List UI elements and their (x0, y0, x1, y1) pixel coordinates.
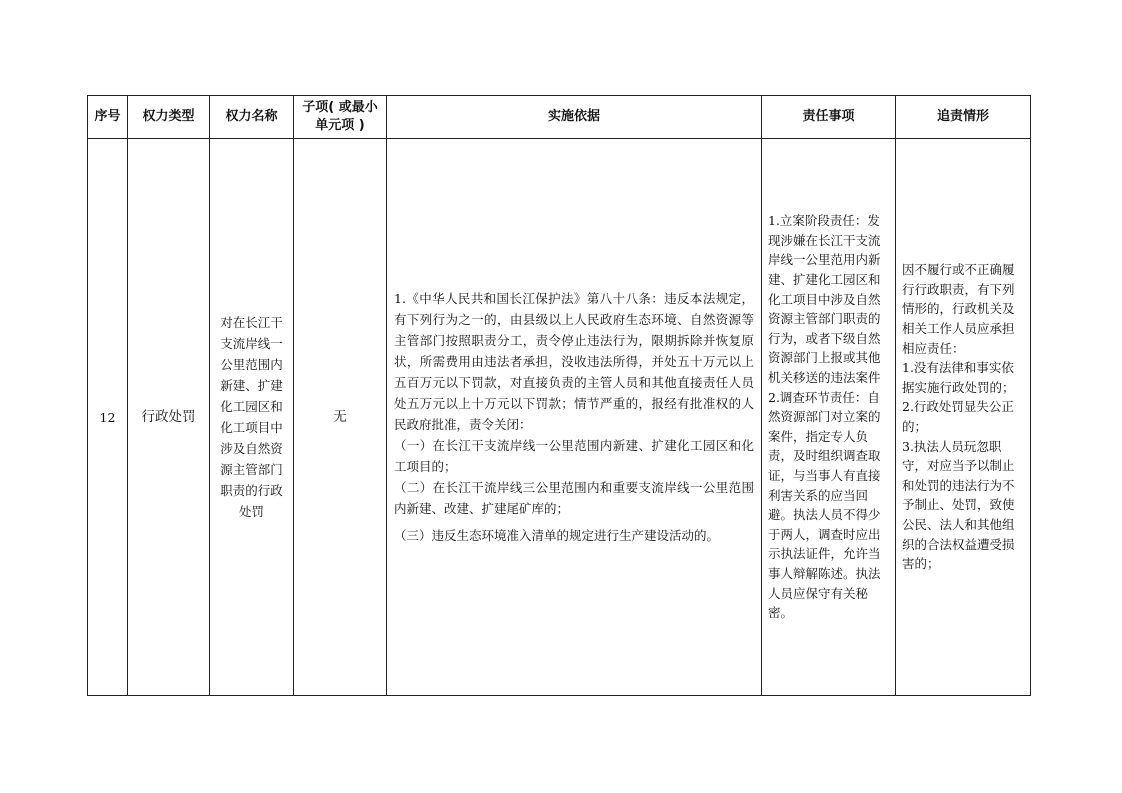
header-responsibility: 责任事项 (762, 96, 896, 139)
basis-item-2: （二）在长江干流岸线三公里范围内和重要支流岸线一公里范围内新建、改建、扩建尾矿库的； (394, 480, 754, 516)
table-row (88, 139, 1031, 696)
row-index: 12 (88, 139, 128, 696)
header-sub-item (294, 96, 387, 139)
basis-intro: 1.《中华人民共和国长江保护法》第八十八条：违反本法规定，有下列行为之一的，由县级以上人民政府生态环境、自然资源等主管部门按照职责分工，责令停止违法行为，限期拆除并恢复原状，所需费用由违法者承担，没收违法所得，并处五十万元以上五百万元以下罚款，对直接负责的主管人员和其他直接责任人员处五万元以上十万元以下罚款；情节严重的，报经有批准权的人民政府批准，责令关闭： (394, 291, 754, 432)
accountability-item-2: 2.行政处罚显失公正的； (902, 399, 1014, 434)
responsibility-item-2: 2.调查环节责任：自然资源部门对立案的案件，指定专人负责，及时组织调查取证，与当事人有直接利害关系的应当回避。执法人员不得少于两人，调查时应出示执法证件，允许当事人辩解陈述。执法人员应保守有关秘密。 (768, 389, 881, 621)
row-basis (387, 139, 762, 696)
responsibility-item-1: 1.立案阶段责任：发现涉嫌在长江干支流岸线一公里范用内新建、扩建化工园区和化工项目中涉及自然资源主管部门职责的行为，或者下级自然资源部门上报或其他机关移送的违法案件 (768, 213, 881, 386)
header-power-type: 权力类型 (128, 96, 210, 139)
accountability-item-1: 1.没有法律和事实依据实施行政处罚的； (902, 360, 1015, 395)
row-power-type: 行政处罚 (128, 139, 210, 696)
header-index: 序号 (88, 96, 128, 139)
basis-item-3: （三）违反生态环境准入清单的规定进行生产建设活动的。 (394, 528, 720, 543)
row-sub-item: 无 (294, 139, 387, 696)
header-basis: 实施依据 (387, 96, 762, 139)
power-list-table (87, 95, 1031, 696)
header-accountability: 追责情形 (896, 96, 1031, 139)
header-sub-item-text: 子项( 或最小单元项 ) (302, 100, 378, 133)
basis-item-1: （一）在长江干支流岸线一公里范围内新建、扩建化工园区和化工项目的； (394, 438, 754, 474)
accountability-item-3: 3.执法人员玩忽职守，对应当予以制止和处罚的违法行为不予制止、处罚，致使公民、法人和其他组织的合法权益遭受损害的； (902, 438, 1015, 572)
row-responsibility (762, 139, 896, 696)
header-power-name: 权力名称 (210, 96, 294, 139)
header-row (88, 96, 1031, 139)
accountability-intro: 因不履行或不正确履行行政职责，有下列情形的，行政机关及相关工作人员应承担相应责任： (902, 262, 1015, 356)
row-power-name: 对在长江干支流岸线一公里范围内新建、扩建化工园区和化工项目中涉及自然资源主管部门职责的行政处罚 (210, 139, 294, 696)
row-accountability (896, 139, 1031, 696)
